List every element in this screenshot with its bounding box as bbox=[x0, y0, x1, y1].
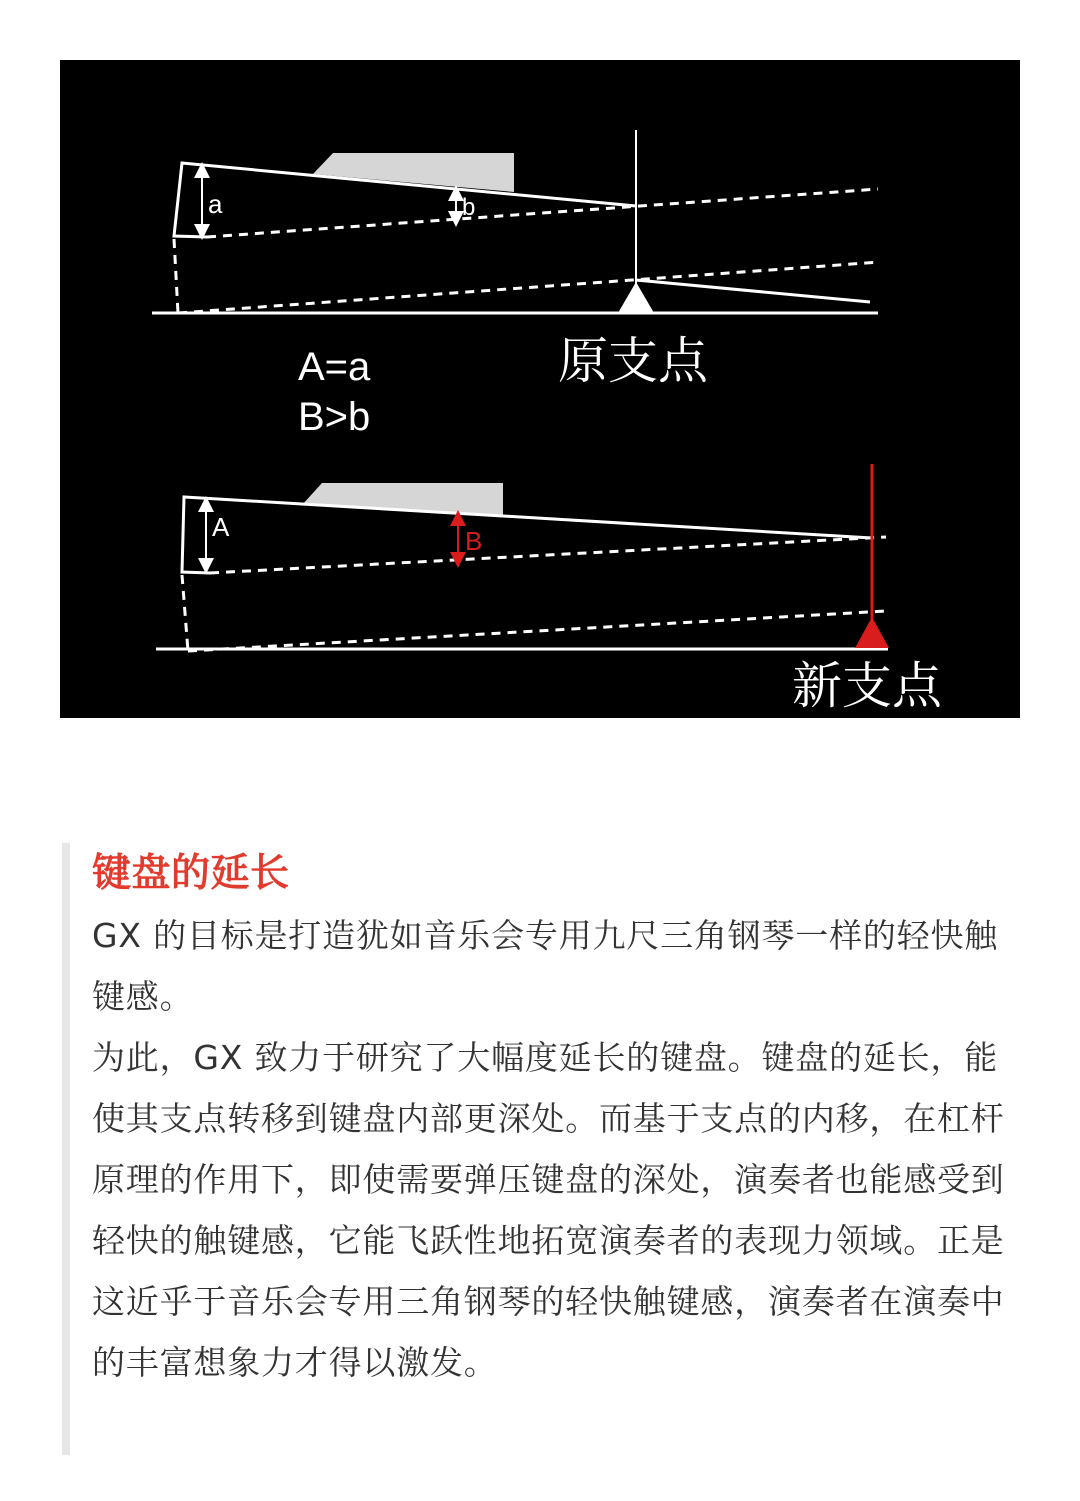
key-lever-diagram bbox=[60, 60, 1020, 718]
top-label-a: a bbox=[208, 189, 223, 219]
bottom-caption: 新支点 bbox=[792, 657, 942, 715]
section-title: 键盘的延长 bbox=[92, 851, 290, 896]
top-label-b: b bbox=[462, 194, 476, 221]
paragraph-1: GX 的目标是打造犹如音乐会专用九尺三角钢琴一样的轻快触键感。 bbox=[92, 916, 999, 1016]
diagram-background bbox=[60, 60, 1020, 718]
equation-b: B>b bbox=[298, 395, 371, 439]
top-caption: 原支点 bbox=[558, 332, 708, 390]
equation-a: A=a bbox=[298, 345, 371, 389]
bottom-label-B: B bbox=[465, 526, 483, 556]
bottom-label-A: A bbox=[212, 512, 230, 542]
paragraph-2: 为此，GX 致力于研究了大幅度延长的键盘。键盘的延长，能使其支点转移到键盘内部更深处。而基于支点的内移，在杠杆原理的作用下，即使需要弹压键盘的深处，演奏者也能感受到轻快的触键感，它能飞跃性地拓宽演奏者的表现力领域。正是这近乎于音乐会专用三角钢琴的轻快触键感，演奏者在演奏中的丰富想象力才得以激发。 bbox=[92, 1038, 1005, 1382]
article-section bbox=[62, 843, 1042, 1455]
